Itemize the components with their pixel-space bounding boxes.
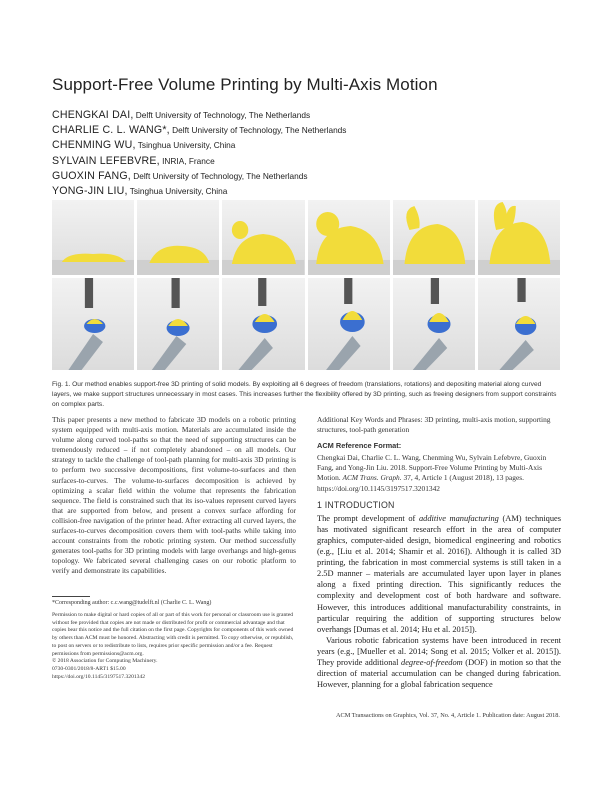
- intro-emphasis: additive manufacturing: [418, 513, 499, 523]
- keywords-text: 3D printing, multi-axis motion, supporting structures, tool-path generation: [317, 415, 551, 435]
- author-name: YONG-JIN LIU,: [52, 185, 128, 198]
- reference-authors: Chengkai Dai, Charlie C. L. Wang, Chenming Wu, Sylvain Lefebvre, Guoxin Fang, and Yong-Jin Liu. 2018. Support-Free Volume Printing by Multi-Axis Motion.: [317, 453, 547, 483]
- author-name: SYLVAIN LEFEBVRE,: [52, 154, 160, 167]
- author-affiliation: Delft University of Technology, The Netherlands: [133, 110, 311, 120]
- figure-caption: Fig. 1. Our method enables support-free 3D printing of solid models. By exploiting all 6 degrees of freedom (translations, rotations) and depositing material along curved layers, we make support structures unnecessary in most cases. This increases further the flexibility offered by 3D printing, such as freeing designers from support constraints on complex parts.: [52, 381, 557, 408]
- author-name: CHENGKAI DAI,: [52, 109, 134, 121]
- intro-paragraph-2: [317, 635, 561, 690]
- bunny-print-stage-1-photo: [52, 200, 134, 275]
- printed-bunny-photo-row: [52, 200, 560, 275]
- bunny-print-stage-3-photo: [222, 200, 304, 275]
- author-entry: [52, 123, 346, 138]
- author-entry: [52, 108, 346, 123]
- author-entry: [52, 169, 346, 184]
- robot-arm-stage-2-photo: [137, 278, 219, 370]
- author-affiliation: Delft University of Technology, The Netherlands: [130, 170, 308, 181]
- right-column: [317, 415, 561, 690]
- author-entry: [52, 154, 346, 169]
- issn-line: 0730-0301/2018/8-ART1 $15.00: [52, 665, 126, 672]
- footnote-divider: [52, 596, 90, 597]
- reference-journal: ACM Trans. Graph.: [342, 473, 402, 483]
- robot-arm-stage-4-photo: [308, 278, 390, 370]
- author-list: [52, 108, 346, 199]
- author-entry: [52, 138, 346, 153]
- reference-format-heading: ACM Reference Format:: [317, 441, 402, 451]
- robot-arm-stage-3-photo: [222, 278, 304, 370]
- author-name: GUOXIN FANG,: [52, 169, 131, 182]
- author-affiliation: Tsinghua University, China: [135, 140, 236, 151]
- keywords: [317, 415, 561, 435]
- author-affiliation: Tsinghua University, China: [127, 186, 228, 197]
- bunny-print-stage-4-photo: [308, 200, 390, 275]
- intro-text: The prompt development of: [317, 513, 419, 523]
- intro-text: Various robotic fabrication systems have been introduced in recent years (e.g., [Mueller et al. 2014; Song et al. 2015; Volker et al. 2015]). They provide additional: [317, 635, 561, 667]
- corresponding-author-footnote: *Corresponding author: c.c.wang@tudelft.nl (Charlie C. L. Wang): [52, 600, 212, 606]
- keywords-label: Additional Key Words and Phrases:: [317, 415, 423, 424]
- author-name: CHARLIE C. L. WANG*,: [52, 124, 170, 137]
- paper-title: Support-Free Volume Printing by Multi-Axis Motion: [52, 75, 438, 94]
- author-affiliation: Delft University of Technology, The Netherlands: [169, 125, 347, 136]
- doi-link[interactable]: https://doi.org/10.1145/3197517.3201342: [52, 673, 146, 680]
- intro-paragraph-1: [317, 513, 561, 635]
- robot-arm-stage-6-photo: [478, 278, 560, 370]
- teaser-figure: [52, 200, 560, 370]
- introduction-body: [317, 513, 561, 691]
- page-footer: ACM Transactions on Graphics, Vol. 37, No. 4, Article 1. Publication date: August 2018.: [336, 712, 560, 719]
- author-affiliation: INRIA, France: [159, 155, 215, 166]
- intro-text: (AM) techniques has motivated significant research effort in the area of computer graphics, computer-aided design, biomedical engineering and robotics (e.g., [Liu et al. 2014; Shamir et al. 2016]). Although it is called 3D printing, the fabrication in most commercial systems is still taken in a 2.5D manner – materials are accumulated layer upon layer in planes along a fixed printing direction. This significantly reduces the complexity and development cost of both hardware and software. However, this introduces additional manufacturability constraints, in particular requiring the addition of supporting structures below overhangs [Dumas et al. 2014; Hu et al. 2015]).: [317, 513, 562, 634]
- robot-arm-stage-1-photo: [52, 278, 134, 370]
- intro-emphasis: degree-of-freedom: [401, 657, 463, 667]
- reference-format-text: [317, 453, 561, 493]
- reference-tail: 37, 4, Article 1 (August 2018), 13 pages. https://doi.org/10.1145/3197517.3201342: [317, 473, 524, 493]
- bunny-print-stage-2-photo: [137, 200, 219, 275]
- robot-arm-stage-5-photo: [393, 278, 475, 370]
- section-heading-introduction: 1 INTRODUCTION: [317, 499, 395, 510]
- intro-text: (DOF) in motion so that the direction of material accumulation can be changed during fabrication. However, planning for a global fabrication sequence: [317, 657, 561, 690]
- bunny-print-stage-6-photo: [478, 200, 560, 275]
- author-name: CHENMING WU,: [52, 139, 136, 152]
- left-column: [52, 415, 296, 577]
- author-entry: [52, 184, 346, 199]
- copyright-line: © 2018 Association for Computing Machinery.: [52, 658, 158, 665]
- bunny-print-stage-5-photo: [393, 200, 475, 275]
- robot-arm-photo-row: [52, 278, 560, 370]
- abstract-text: This paper presents a new method to fabricate 3D models on a robotic printing system equipped with multi-axis motion. Materials are accumulated inside the volume along curved tool-paths so that the need of supporting structures can be tremendously reduced – if not completely abandoned – on all models. Our strategy to tackle the challenge of tool-path planning for multi-axis 3D printing is to perform two successive decompositions, first volume-to-surfaces and then surfaces-to-curves. The volume-to-surfaces decomposition is achieved by optimizing a scalar field within the volume that represents the fabrication sequence. The field is constrained such that its iso-values represent curved layers that are supported from below, and present a convex surface affording for collision-free navigation of the printer head. After extracting all curved layers, the surfaces-to-curves decomposition covers them with tool-paths while taking into account constraints from the robotic printing system. Our method successfully generates tool-paths for 3D printing models with large overhangs and high-genus topology. We fabricated several challenging cases on our robotic platform to verify and demonstrate its capabilities.: [52, 415, 296, 576]
- permission-text: Permission to make digital or hard copies of all or part of this work for personal or classroom use is granted without fee provided that copies are not made or distributed for profit or commercial advantage and that copies bear this notice and the full citation on the first page. Copyrights for components of this work owned by others than ACM must be honored. Abstracting with credit is permitted. To copy otherwise, or republish, to post on servers or to redistribute to lists, requires prior specific permission and/or a fee. Request permissions from permissions@acm.org.: [52, 612, 294, 657]
- permission-block: [52, 612, 296, 681]
